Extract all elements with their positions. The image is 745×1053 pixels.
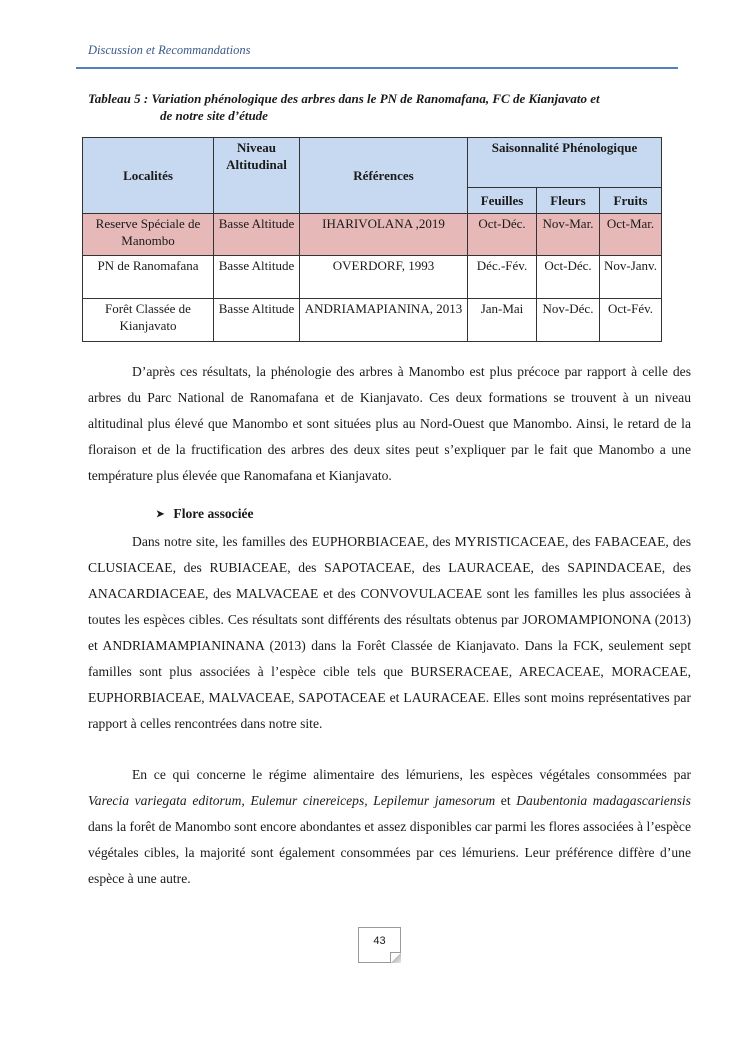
paragraph-flore: Dans notre site, les familles des EUPHORBIACEAE, des MYRISTICACEAE, des FABACEAE, des CLUSIACEAE, des RUBIACEAE, des SAPOTACEAE, des LAURACEAE, des SAPINDACEAE, des ANACARDIACEAE, des MALVACEAE et des CONVOVULACEAE sont les familles les plus associées à toutes les espèces cibles. Ces résultats sont différents des résultats obtenus par JOROMAMPIONONA (2013) et ANDRIAMAMPIANINANA (2013) dans la Forêt Classée de Kianjavato. Dans la FCK, seulement sept familles sont plus associées à l’espèce cible tels que BURSERACEAE, ARECACEAE, MORACEAE, EUPHORBIACEAE, MALVACEAE, SAPOTACEAE et LAURACEAE. Elles sont moins représentatives par rapport à celles rencontrées dans notre site. <box>88 534 691 731</box>
header-saisonnalite: Saisonnalité Phénologique <box>468 138 662 188</box>
cell-feuilles: Déc.-Fév. <box>468 256 537 299</box>
header-fleurs: Fleurs <box>537 188 600 214</box>
page-fold-icon <box>390 952 401 963</box>
caption-line-2: de notre site d’étude <box>160 108 268 123</box>
cell-fleurs: Oct-Déc. <box>537 256 600 299</box>
text-part: dans la forêt de Manombo sont encore abondantes et assez disponibles car parmi les flores associées à l’espèce végétales cibles, la majorité sont également consommées par ces lémuriens. Leur préférence diffère d’une espèce à une autre. <box>88 819 691 886</box>
species-name: Daubentonia madagascariensis <box>516 793 691 808</box>
paragraph-lemuriens <box>88 762 691 892</box>
section-heading <box>156 506 254 522</box>
cell-feuilles: Jan-Mai <box>468 299 537 342</box>
section-heading-label: Flore associée <box>173 506 254 521</box>
header-feuilles: Feuilles <box>468 188 537 214</box>
page-number: 43 <box>373 935 386 947</box>
table-row <box>83 256 662 299</box>
page-number-box <box>358 927 401 963</box>
species-name: Varecia variegata editorum, <box>88 793 245 808</box>
paragraph-phenology: D’après ces résultats, la phénologie des arbres à Manombo est plus précoce par rapport à celle des arbres du Parc National de Ranomafana et de Kianjavato. Ces deux formations se trouvent à un niveau altitudinal plus élevé que Manombo et sont situées plus au Nord-Ouest que Manombo. Ainsi, le retard de la floraison et de la fructification des arbres des deux sites peut s’expliquer par le fait que Manombo a une température plus élevée que Ranomafana et Kianjavato. <box>88 364 691 483</box>
text-part: et <box>500 793 511 808</box>
cell-reference: IHARIVOLANA ,2019 <box>300 214 468 256</box>
cell-feuilles: Oct-Déc. <box>468 214 537 256</box>
table-row <box>83 214 662 256</box>
cell-localite: Reserve Spéciale de Manombo <box>83 214 214 256</box>
header-localites: Localités <box>83 138 214 214</box>
cell-niveau: Basse Altitude <box>214 214 300 256</box>
cell-niveau: Basse Altitude <box>214 256 300 299</box>
cell-fruits: Nov-Janv. <box>600 256 662 299</box>
text-part: En ce qui concerne le régime alimentaire des lémuriens, les espèces végétales consommées par <box>132 767 691 782</box>
running-header: Discussion et Recommandations <box>88 43 251 57</box>
cell-fleurs: Nov-Déc. <box>537 299 600 342</box>
cell-localite: PN de Ranomafana <box>83 256 214 299</box>
header-rule <box>76 67 678 69</box>
header-fruits: Fruits <box>600 188 662 214</box>
header-references: Références <box>300 138 468 214</box>
table-row <box>83 299 662 342</box>
species-name: Lepilemur jamesorum <box>373 793 496 808</box>
header-niveau: Niveau Altitudinal <box>214 138 300 214</box>
species-name: Eulemur cinereiceps, <box>250 793 368 808</box>
cell-fruits: Oct-Mar. <box>600 214 662 256</box>
table-caption <box>88 90 688 124</box>
cell-fruits: Oct-Fév. <box>600 299 662 342</box>
cell-fleurs: Nov-Mar. <box>537 214 600 256</box>
arrow-bullet-icon: ➤ <box>156 509 165 520</box>
cell-reference: ANDRIAMAPIANINA, 2013 <box>300 299 468 342</box>
phenology-table <box>82 137 662 342</box>
cell-reference: OVERDORF, 1993 <box>300 256 468 299</box>
cell-localite: Forêt Classée de Kianjavato <box>83 299 214 342</box>
caption-line-1: Tableau 5 : Variation phénologique des arbres dans le PN de Ranomafana, FC de Kianjavato et <box>88 91 600 106</box>
cell-niveau: Basse Altitude <box>214 299 300 342</box>
